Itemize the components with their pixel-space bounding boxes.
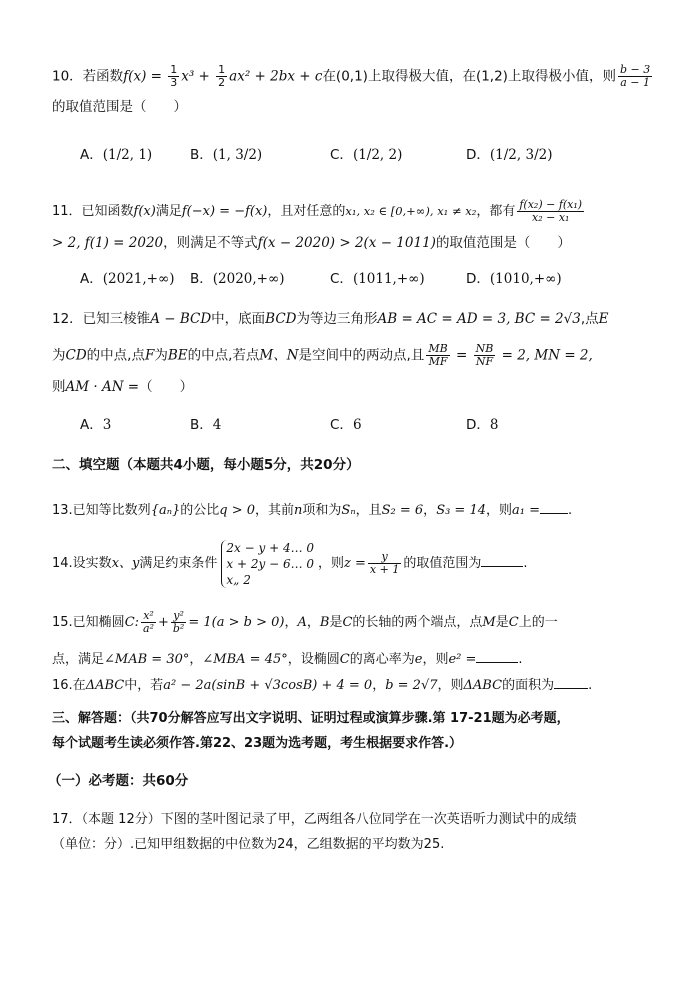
q11-option-a[interactable]: A．(2021,+∞) (80, 271, 175, 287)
q16-line: 16.在ΔABC中，若a² − 2a(sinB + √3cosB) + 4 = 0，b = 2√7，则ΔABC的面积为 . (52, 678, 593, 693)
q12-line1: 12．已知三棱锥A − BCD中，底面BCD为等边三角形AB = AC = AD = 3, BC = 2√3,点E (52, 311, 609, 327)
q12-option-a[interactable]: A．3 (80, 417, 112, 433)
q15-frac1: $\frac{\text{x²}}{\text{a²}}$ (143, 609, 154, 635)
q11-option-d[interactable]: D．(1010,+∞) (466, 271, 562, 287)
q12-line2: 为CD的中点,点F为BE的中点,若点M、N是空间中的两动点,且 $\frac{MB}{MF}$ = $\frac{NB}{NF}$ = 2, MN = 2, (52, 342, 593, 368)
q10-option-d[interactable]: D．(1/2, 3/2) (466, 147, 553, 163)
q12-frac1: $\frac{MB}{MF}$ (428, 342, 448, 368)
q14-frac: $\frac{y}{x + 1}$ (369, 550, 400, 576)
q12-option-b[interactable]: B．4 (190, 417, 222, 433)
q15-answer-blank[interactable] (476, 650, 518, 663)
q10-ratio: $\frac{b - 3}{a - 1}$ (619, 63, 651, 89)
q12-option-d[interactable]: D．8 (466, 417, 499, 433)
q13-answer-blank[interactable] (540, 501, 568, 514)
q11-option-b[interactable]: B．(2020,+∞) (190, 271, 285, 287)
section3-line1: 三、解答题：（共70分解答应写出文字说明、证明过程或演算步骤.第 17-21题为必考题， (52, 711, 570, 726)
q16-answer-blank[interactable] (554, 676, 588, 689)
q17-line1: 17．（本题 12分）下图的茎叶图记录了甲，乙两组各八位同学在一次英语听力测试中的成绩 (52, 812, 577, 827)
q11-line1: 11．已知函数f(x)满足f(−x) = −f(x)，且对任意的x₁, x₂ ∈ [0,+∞), x₁ ≠ x₂，都有 $\frac{\text{f(x₂) − f(x₁)}}{\text{x₂ − x₁}}$ (52, 198, 583, 224)
q15-line2: 点，满足∠MAB = 30°，∠MBA = 45°，设椭圆C的离心率为e，则e² = . (52, 652, 523, 667)
q14-constraint-system: 2x − y + 4… 0 x + 2y − 6… 0 x„ 2 (221, 540, 314, 588)
q12-option-c[interactable]: C．6 (330, 417, 362, 433)
q11-frac: $\frac{\text{f(x₂) − f(x₁)}}{\text{x₂ − x₁}}$ (519, 198, 583, 224)
q10-option-b[interactable]: B．(1, 3/2) (190, 147, 263, 163)
q12-line3: 则AM · AN =（ ） (52, 379, 194, 395)
q10-option-c[interactable]: C．(1/2, 2) (330, 147, 403, 163)
q12-frac2: $\frac{NB}{NF}$ (475, 342, 494, 368)
q10-line1: 10．若函数f(x) = $\frac{1}{3}$ x³ + $\frac{1}{2}$ ax² + 2bx + c在(0,1)上取得极大值，在(1,2)上取得极小值，则 $\frac{b - 3}{a - 1}$ (52, 63, 651, 89)
section2-title: 二、填空题（本题共4小题，每小题5分，共20分） (52, 457, 360, 473)
q11-line2: > 2, f(1) = 2020，则满足不等式f(x − 2020) > 2(x − 1011)的取值范围是（ ） (52, 235, 571, 251)
q14-answer-blank[interactable] (481, 554, 523, 567)
q15-frac2: $\frac{\text{y²}}{\text{b²}}$ (172, 609, 185, 635)
q10-frac1: $\frac{1}{3}$ (170, 63, 178, 89)
section3-subtitle: （一）必考题：共60分 (48, 773, 189, 789)
q11-option-c[interactable]: C．(1011,+∞) (330, 271, 425, 287)
section3-line2: 每个试题考生读必须作答.第22、23题为选考题，考生根据要求作答.） (52, 736, 463, 751)
q10-option-a[interactable]: A．(1/2, 1) (80, 147, 153, 163)
q10-line2: 的取值范围是（ ） (52, 99, 187, 115)
q10-frac2: $\frac{1}{2}$ (218, 63, 226, 89)
q13-line: 13.已知等比数列{aₙ}的公比q > 0，其前n项和为Sₙ，且S₂ = 6，S₃ = 14，则a₁ = . (52, 503, 573, 518)
q14-line: 14.设实数x、y满足约束条件 2x − y + 4… 0 x + 2y − 6… 0 x„ 2 ，则z = $\frac{y}{x + 1}$ 的取值范围为 . (52, 540, 528, 587)
q15-line1: 15.已知椭圆C: $\frac{\text{x²}}{\text{a²}}$ + $\frac{\text{y²}}{\text{b²}}$ = 1(a > b > 0)，A，B是C的长轴的两个端点，点M是C上的一 (52, 609, 558, 635)
q17-line2: （单位：分）.已知甲组数据的中位数为24，乙组数据的平均数为25. (52, 837, 445, 852)
